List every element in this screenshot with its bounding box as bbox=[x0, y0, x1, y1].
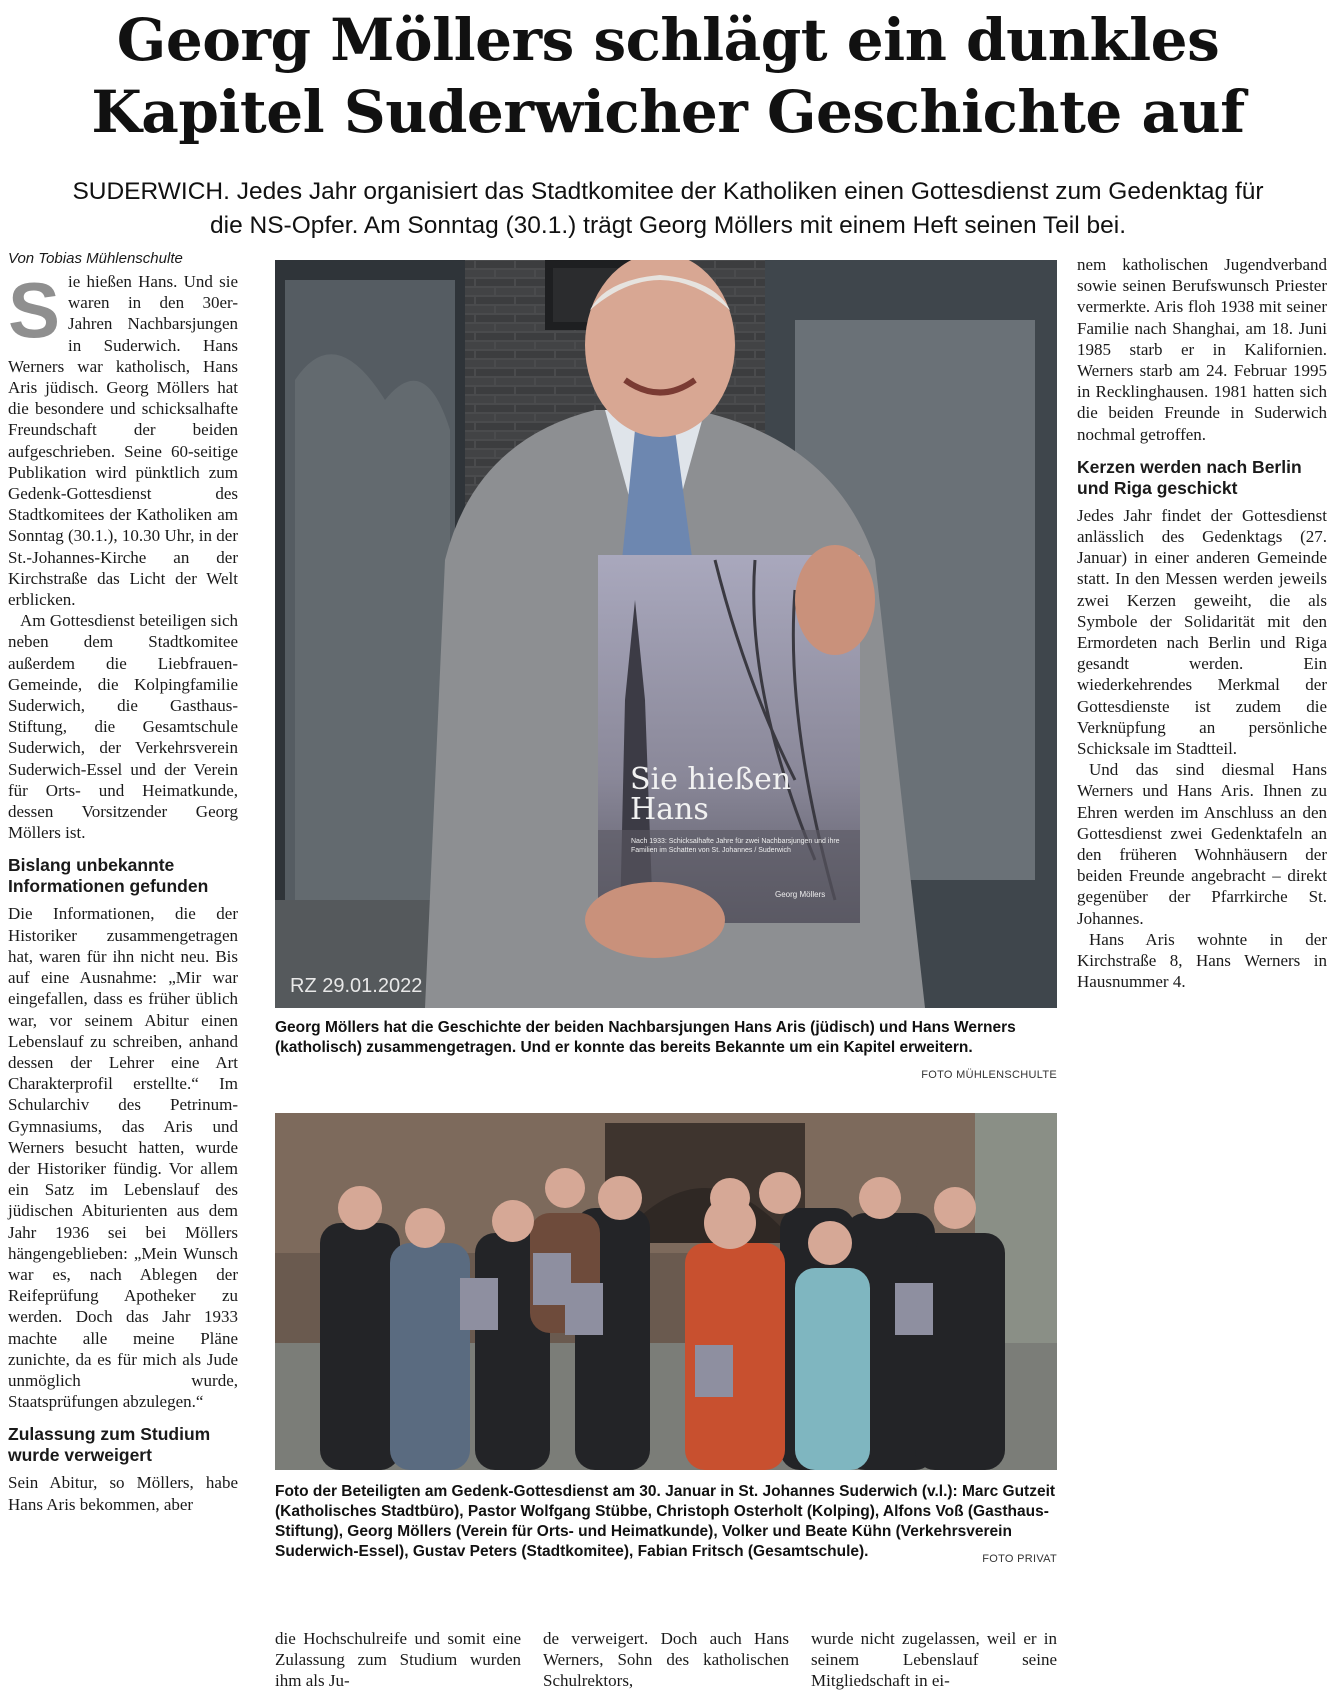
paragraph-service: Jedes Jahr findet der Gottesdienst anlässlich des Gedenktags (27. Januar) in einer anderen Gemeinde statt. In den Messen werden jeweils zwei Kerzen geweiht, die als Symbole der Solidarität mit den Ermordeten nach Berlin und Riga gesandt werden. Ein wiederkehrendes Merkmal der Gottesdienste ist zudem die Verknüpfung an persönliche Schicksale im Stadtteil. bbox=[1077, 505, 1327, 759]
column-left bbox=[8, 249, 238, 1515]
headline bbox=[0, 4, 1336, 148]
credit-photo-1: FOTO MÜHLENSCHULTE bbox=[921, 1069, 1057, 1081]
book-title-line-2: Hans bbox=[630, 792, 709, 827]
subhead-candles: Kerzen werden nach Berlin und Riga geschickt bbox=[1077, 456, 1302, 498]
paragraph-information: Die Informationen, die der Historiker zusammengetragen hat, waren für ihn nicht neu. Bis auf eine Ausnahme: „Mir war eingefallen, dass es früher üblich war, vor seinem Abitur einen Lebenslauf zu schreiben, anhand dessen der Lehrer eine Art Charakterprofil erstellte.“ Im Schularchiv des Petrinum-Gymnasiums, das Aris und Werners besucht hatten, wurde der Historiker fündig. Vor allem ein Satz im Lebenslauf des jüdischen Abiturienten aus dem Jahr 1936 sei bei Möllers hängengeblieben: „Mein Wunsch war es, nach Ablegen der Reifeprüfung Apotheker zu werden. Doch das Jahr 1933 machte alle meine Pläne zunichte, da es für mich als Jude unmöglich wurde, Staatsprüfungen abzulegen.“ bbox=[8, 904, 238, 1412]
lead-text-a: Jedes Jahr organisiert das Stadtkomitee der Katholiken einen Gottesdienst zum Gedenktag für bbox=[236, 178, 1264, 205]
subhead-unknown-info: Bislang unbekannte Informationen gefunden bbox=[8, 855, 209, 897]
paragraph-intro: ie hießen Hans. Und sie waren in den 30er-Jahren Nachbarsjungen in Suderwich. Hans Werners war katholisch, Hans Aris jüdisch. Georg Möllers hat die besondere und schicksalhafte Freundschaft der beiden aufgeschrieben. Seine 60-seitige Publikation wird pünktlich zum Gedenk-Gottesdienst des Stadtkomitees der Katholiken am Sonntag (30.1.), 10.30 Uhr, in der St.-Johannes-Kirche an der Kirchstraße das Licht der Welt erblicken. bbox=[8, 272, 238, 610]
caption-photo-1: Georg Möllers hat die Geschichte der beiden Nachbarsjungen Hans Aris (jüdisch) und Hans Werners (katholisch) zusammengetragen. Und er konnte das bereits Bekannte um ein Kapitel erweitern. bbox=[275, 1019, 1016, 1056]
bottom-text-2: die Hochschulreife und somit eine Zulassung zum Studium wurden ihm als Ju- bbox=[275, 1629, 521, 1691]
paragraph-addresses: Hans Aris wohnte in der Kirchstraße 8, Hans Werners in Hausnummer 4. bbox=[1077, 929, 1327, 992]
lead-text-b: die NS-Opfer. Am Sonntag (30.1.) trägt Georg Möllers mit einem Heft seinen Teil bei. bbox=[210, 212, 1126, 239]
book-title-line-1: Sie hießen bbox=[630, 762, 792, 797]
paragraph-participants: Am Gottesdienst beteiligen sich neben dem Stadtkomitee außerdem die Liebfrauen-Gemeinde, die Kolpingfamilie Suderwich, die Gasthaus-Stiftung, die Gesamtschule Suderwich, der Verkehrsverein Suderwich-Essel und der Verein für Orts- und Heimatkunde, dessen Vorsitzender Georg Möllers ist. bbox=[8, 611, 238, 843]
paragraph-abitur: Sein Abitur, so Möllers, habe Hans Aris bekommen, aber bbox=[8, 1473, 238, 1514]
bottom-text-4: wurde nicht zugelassen, weil er in seinem Lebenslauf seine Mitgliedschaft in ei- bbox=[811, 1629, 1057, 1691]
headline-line-2: Kapitel Suderwicher Geschichte auf bbox=[91, 78, 1245, 146]
bottom-column-2 bbox=[275, 1628, 521, 1692]
lead-paragraph bbox=[30, 175, 1306, 243]
credit-photo-2: FOTO PRIVAT bbox=[982, 1553, 1057, 1565]
paragraph-aris-fate: nem katholischen Jugendverband sowie seinen Berufswunsch Priester vermerkte. Aris floh 1938 mit seiner Familie nach Shanghai, am 18. Juni 1985 starb er in Kalifornien. Werners starb am 24. Februar 1995 in Recklinghausen. 1981 hatten sich die beiden Freunde in Suderwich nochmal getroffen. bbox=[1077, 255, 1327, 444]
lead-location: SUDERWICH. bbox=[72, 178, 230, 205]
portrait-illustration bbox=[275, 260, 1057, 1008]
caption-photo-2: Foto der Beteiligten am Gedenk-Gottesdienst am 30. Januar in St. Johannes Suderwich (v.l.): Marc Gutzeit (Katholisches Stadtbüro), Pastor Wolfgang Stübbe, Christoph Osterholt (Kolping), Alfons Voß (Gasthaus-Stiftung), Georg Möllers (Verein für Orts- und Heimatkunde), Volker und Beate Kühn (Verkehrsverein Suderwich-Essel), Gustav Peters (Stadtkomitee), Fabian Fritsch (Gesamtschule). bbox=[275, 1483, 1056, 1560]
group-illustration bbox=[275, 1113, 1057, 1470]
drop-cap: S bbox=[8, 266, 61, 354]
paragraph-plaques: Und das sind diesmal Hans Werners und Hans Aris. Ihnen zu Ehren werden im Anschluss an den Gottesdienst zwei Gedenktafeln an den früheren Wohnhäusern der beiden Freunde angebracht – direkt gegenüber der Pfarrkirche St. Johannes. bbox=[1077, 760, 1327, 928]
book-author: Georg Möllers bbox=[775, 890, 826, 899]
photo-date-stamp: RZ 29.01.2022 bbox=[290, 975, 423, 997]
bottom-column-4 bbox=[811, 1628, 1057, 1692]
subhead-admission: Zulassung zum Studium wurde verweigert bbox=[8, 1424, 211, 1466]
headline-line-1: Georg Möllers schlägt ein dunkles bbox=[116, 6, 1220, 74]
bottom-column-3 bbox=[543, 1628, 789, 1692]
book-subtitle: Nach 1933: Schicksalhafte Jahre für zwei Nachbarsjungen und ihre Familien im Schatten von St. Johannes / Suderwich bbox=[631, 838, 840, 854]
byline: Von Tobias Mühlenschulte bbox=[8, 250, 183, 267]
column-right bbox=[1077, 254, 1327, 993]
photo-georg-moellers bbox=[275, 260, 1057, 1008]
bottom-text-3: de verweigert. Doch auch Hans Werners, Sohn des katholischen Schulrektors, bbox=[543, 1629, 789, 1691]
photo-group-participants bbox=[275, 1113, 1057, 1470]
